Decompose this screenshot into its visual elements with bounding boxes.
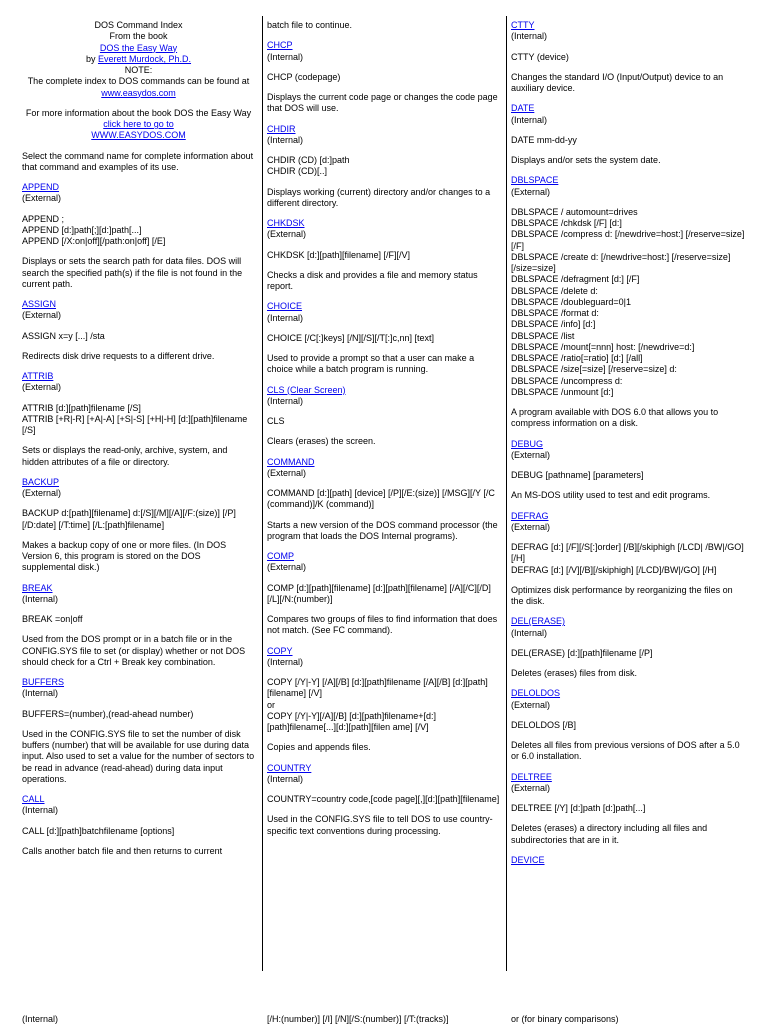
command-entry bbox=[511, 103, 747, 126]
syntax-line: DBLSPACE /info] [d:] bbox=[511, 319, 596, 330]
command-type: (External) bbox=[267, 467, 307, 478]
command-syntax bbox=[267, 250, 501, 261]
footer-text-2: [/H:(number)] [/I] [/N][/S:(number)] [/T:(tracks)] bbox=[267, 1014, 449, 1024]
syntax-line: DBLSPACE /compress d: [/newdrive=host:] [/reserve=size] [/F] bbox=[511, 229, 745, 251]
command-type: (Internal) bbox=[511, 31, 548, 42]
command-type: (External) bbox=[267, 562, 307, 573]
command-type: (Internal) bbox=[267, 51, 304, 62]
command-type: (Internal) bbox=[511, 114, 548, 125]
command-entry bbox=[22, 677, 255, 700]
command-description: Used in the CONFIG.SYS file to tell DOS to use country-specific text conventions during processing. bbox=[267, 814, 493, 836]
syntax-line: DEL(ERASE) [d:][path]filename [/P] bbox=[511, 647, 653, 658]
command-type: (External) bbox=[22, 382, 62, 393]
syntax-line: DEFRAG [d:] [/V][/B][/skiphigh] [/LCD]/BW|/GO] [/H] bbox=[511, 564, 717, 575]
syntax-line: DBLSPACE /uncompress d: bbox=[511, 375, 623, 386]
command-description: Compares two groups of files to find information that does not match. (See FC command). bbox=[267, 614, 498, 636]
command-description: Used to provide a prompt so that a user can make a choice while a batch program is running. bbox=[267, 353, 475, 375]
command-list-3 bbox=[511, 20, 747, 866]
command-description: Checks a disk and provides a file and memory status report. bbox=[267, 269, 478, 291]
footer-text-1: (Internal) bbox=[22, 1014, 59, 1024]
command-entry bbox=[267, 40, 501, 63]
command-syntax bbox=[511, 720, 747, 731]
command-type: (Internal) bbox=[22, 805, 59, 816]
syntax-line: DELTREE [/Y] [d:]path [d:]path[...] bbox=[511, 803, 646, 813]
site-link[interactable]: www.easydos.com bbox=[101, 87, 176, 98]
syntax-line: DBLSPACE /defragment [d:] [/F] bbox=[511, 274, 640, 285]
command-entry bbox=[267, 551, 501, 574]
syntax-line: DBLSPACE /create d: [/newdrive=host:] [/reserve=size] [/size=size] bbox=[511, 251, 731, 273]
command-link[interactable]: DBLSPACE bbox=[511, 175, 559, 186]
command-entry bbox=[267, 763, 501, 786]
command-syntax bbox=[267, 488, 501, 511]
command-syntax bbox=[22, 508, 255, 531]
command-description: Deletes (erases) files from disk. bbox=[511, 668, 638, 678]
command-syntax bbox=[511, 135, 747, 146]
command-link[interactable]: COMMAND bbox=[267, 456, 315, 467]
syntax-line: DELOLDOS [/B] bbox=[511, 719, 577, 730]
by-text: by bbox=[85, 53, 98, 64]
syntax-line: ATTRIB [+R|-R] [+A|-A] [+S|-S] [+H|-H] [d:][path]filename [/S] bbox=[22, 413, 248, 435]
command-entry bbox=[267, 385, 501, 408]
command-description: Displays or sets the search path for data files. DOS will search the specified path(s) if the file is not found in the current path. bbox=[22, 256, 243, 289]
syntax-line: DBLSPACE /format d: bbox=[511, 308, 599, 318]
command-link[interactable]: CALL bbox=[22, 794, 45, 804]
command-syntax bbox=[22, 826, 255, 837]
syntax-line: DATE mm-dd-yy bbox=[511, 134, 577, 145]
command-entry bbox=[267, 457, 501, 480]
syntax-line: BACKUP d:[path][filename] d:[/S][/M][/A][/F:(size)] [/P][/D:date] [/T:time] [/L:[path]filename] bbox=[22, 508, 236, 530]
footer-text-3: or (for binary comparisons) bbox=[511, 1014, 619, 1024]
command-entry bbox=[22, 583, 255, 606]
command-list-1 bbox=[22, 182, 255, 857]
syntax-line: CLS bbox=[267, 416, 285, 426]
command-description: A program available with DOS 6.0 that allows you to compress information on a disk. bbox=[511, 407, 719, 429]
syntax-line: DBLSPACE /size[=size] [/reserve=size] d: bbox=[511, 364, 677, 375]
command-syntax bbox=[267, 416, 501, 427]
syntax-line: CALL [d:][path]batchfilename [options] bbox=[22, 825, 175, 836]
command-description: Copies and appends files. bbox=[267, 742, 371, 753]
command-entry bbox=[22, 299, 255, 322]
syntax-line: CHCP (codepage) bbox=[267, 71, 341, 82]
page-title: DOS Command Index bbox=[94, 20, 183, 30]
command-link[interactable]: BACKUP bbox=[22, 476, 60, 487]
command-link[interactable]: COMP bbox=[267, 551, 294, 561]
command-entry bbox=[22, 477, 255, 500]
command-syntax bbox=[511, 648, 747, 659]
syntax-line: APPEND [d:]path[;][d:]path[...] bbox=[22, 224, 142, 235]
note-label: NOTE: bbox=[124, 65, 153, 75]
command-description: An MS-DOS utility used to test and edit programs. bbox=[511, 490, 711, 501]
command-description: Sets or displays the read-only, archive, system, and hidden attributes of a file or directory. bbox=[22, 445, 228, 467]
syntax-line: APPEND [/X:on|off][/path:on|off] [/E] bbox=[22, 236, 166, 246]
command-type: (Internal) bbox=[511, 627, 548, 638]
command-syntax bbox=[511, 52, 747, 63]
column-divider bbox=[506, 16, 507, 971]
continued-text: batch file to continue. bbox=[267, 20, 353, 30]
command-syntax bbox=[267, 583, 501, 606]
select-instructions: Select the command name for complete information about that command and examples of its use. bbox=[22, 150, 254, 172]
command-syntax bbox=[511, 207, 747, 398]
command-link[interactable]: ATTRIB bbox=[22, 371, 54, 381]
command-syntax bbox=[267, 72, 501, 83]
syntax-line: COMP [d:][path][filename] [d:][path][filename] [/A][/C][/D][/L][/N:(number)] bbox=[267, 582, 491, 604]
syntax-line: ATTRIB [d:][path]filename [/S] bbox=[22, 402, 141, 413]
command-entry bbox=[511, 688, 747, 711]
command-entry bbox=[267, 301, 501, 324]
syntax-line: DBLSPACE /list bbox=[511, 330, 575, 341]
command-type: (External) bbox=[511, 186, 551, 197]
command-link[interactable]: CHKDSK bbox=[267, 218, 305, 228]
command-type: (External) bbox=[22, 310, 62, 321]
syntax-line: or bbox=[267, 699, 276, 710]
command-description: Calls another batch file and then returns to current bbox=[22, 845, 223, 856]
syntax-line: DEFRAG [d:] [/F][/S[:]order] [/B][/skiphigh [/LCD| /BW|/GO] [/H] bbox=[511, 542, 744, 564]
syntax-line: DEBUG [pathname] [parameters] bbox=[511, 470, 644, 480]
command-entry bbox=[511, 772, 747, 795]
command-entry bbox=[22, 794, 255, 817]
command-type: (Internal) bbox=[22, 593, 59, 604]
syntax-line: DBLSPACE /delete d: bbox=[511, 285, 598, 296]
syntax-line: DBLSPACE /ratio[=ratio] [d:] [/all] bbox=[511, 353, 643, 363]
command-description: Used in the CONFIG.SYS file to set the number of disk buffers (number) that will be available for use during data input. Also used to set a value for the number of sectors to be read in advance (read-ahead) during data input operations. bbox=[22, 728, 255, 784]
command-description: Deletes all files from previous versions of DOS after a 5.0 or 6.0 installation. bbox=[511, 740, 740, 762]
command-link[interactable]: CHCP bbox=[267, 40, 293, 51]
command-syntax bbox=[22, 614, 255, 625]
syntax-line: CHKDSK [d:][path][filename] [/F][/V] bbox=[267, 249, 411, 260]
command-link[interactable]: DELOLDOS bbox=[511, 688, 561, 699]
syntax-line: ASSIGN x=y [...] /sta bbox=[22, 330, 105, 341]
command-link[interactable]: DEL(ERASE) bbox=[511, 616, 566, 627]
syntax-line: CHDIR (CD)[..] bbox=[267, 166, 327, 177]
command-description: Changes the standard I/O (Input/Output) device to an auxiliary device. bbox=[511, 71, 724, 93]
command-link[interactable]: DELTREE bbox=[511, 771, 552, 782]
command-syntax bbox=[267, 155, 501, 178]
command-type: (External) bbox=[511, 449, 551, 460]
command-type: (Internal) bbox=[22, 688, 59, 699]
command-syntax bbox=[511, 803, 747, 814]
command-syntax bbox=[267, 794, 501, 805]
command-entry bbox=[511, 511, 747, 534]
command-type: (External) bbox=[511, 521, 551, 532]
command-description: Starts a new version of the DOS command processor (the program that loads the DOS Internal programs). bbox=[267, 519, 498, 541]
command-type: (External) bbox=[22, 488, 62, 498]
complete-index-text: The complete index to DOS commands can be found at bbox=[27, 76, 250, 87]
command-type: (External) bbox=[511, 699, 551, 710]
command-description: Displays the current code page or changes the code page that DOS will use. bbox=[267, 92, 498, 114]
click-here-link[interactable]: click here to go to bbox=[103, 119, 174, 129]
from-book-text: From the book bbox=[109, 31, 168, 42]
command-type: (Internal) bbox=[267, 773, 304, 784]
book-link[interactable]: DOS the Easy Way bbox=[99, 42, 178, 53]
command-entry bbox=[511, 616, 747, 639]
command-type: (External) bbox=[22, 193, 62, 204]
command-entry bbox=[22, 371, 255, 394]
more-info-text: For more information about the book DOS the Easy Way bbox=[25, 107, 252, 118]
command-entry bbox=[511, 175, 747, 198]
column-2 bbox=[267, 20, 501, 846]
syntax-line: DBLSPACE /chkdsk [/F] [d:] bbox=[511, 218, 622, 228]
command-type: (Internal) bbox=[267, 134, 304, 145]
command-type: (Internal) bbox=[267, 312, 304, 323]
command-link[interactable]: COPY bbox=[267, 645, 293, 656]
syntax-line: COPY [/Y|-Y] [/A][/B] [d:][path]filename [/A][/B] [d:][path][filename] [/V] bbox=[267, 677, 488, 699]
syntax-line: CHOICE [/C[:]keys] [/N][/S][/T[:]c,nn] [text] bbox=[267, 332, 435, 343]
command-link[interactable]: APPEND bbox=[22, 182, 60, 192]
command-type: (Internal) bbox=[267, 395, 304, 406]
command-link[interactable]: CHOICE bbox=[267, 301, 303, 312]
command-description: Deletes (erases) a directory including all files and subdirectories that are in it. bbox=[511, 823, 708, 845]
command-link[interactable]: DEBUG bbox=[511, 438, 544, 449]
syntax-line: CHDIR (CD) [d:]path bbox=[267, 155, 350, 165]
syntax-line: APPEND ; bbox=[22, 213, 65, 224]
command-type: (External) bbox=[267, 229, 307, 240]
command-entry bbox=[267, 646, 501, 669]
column-3 bbox=[511, 20, 747, 875]
syntax-line: BUFFERS=(number),(read-ahead number) bbox=[22, 708, 194, 719]
command-link[interactable]: COUNTRY bbox=[267, 762, 312, 773]
command-entry bbox=[511, 855, 747, 866]
command-syntax bbox=[22, 214, 255, 248]
command-description: Used from the DOS prompt or in a batch file or in the CONFIG.SYS file to set (or display) whether or not DOS should check for a Ctrl + Break key combination. bbox=[22, 634, 246, 667]
command-syntax bbox=[267, 333, 501, 344]
command-link[interactable]: DEFRAG bbox=[511, 510, 549, 521]
column-1 bbox=[22, 20, 255, 866]
command-link[interactable]: CTTY bbox=[511, 20, 535, 30]
author-line bbox=[22, 54, 255, 65]
command-link[interactable]: BUFFERS bbox=[22, 677, 65, 687]
command-link[interactable]: DEVICE bbox=[511, 854, 545, 865]
syntax-line: COUNTRY=country code,[code page][,][d:][path][filename] bbox=[267, 794, 500, 804]
syntax-line: BREAK =on|off bbox=[22, 614, 83, 624]
command-entry bbox=[267, 124, 501, 147]
command-entry bbox=[22, 182, 255, 205]
command-type: (External) bbox=[511, 782, 551, 793]
syntax-line: DBLSPACE /unmount [d:] bbox=[511, 386, 614, 397]
author-link[interactable]: Everett Murdock, Ph.D. bbox=[97, 53, 192, 64]
syntax-line: DBLSPACE /doubleguard=0|1 bbox=[511, 296, 632, 307]
command-description: Displays working (current) directory and/or changes to a different directory. bbox=[267, 186, 491, 208]
command-syntax bbox=[267, 677, 501, 733]
intro bbox=[22, 20, 255, 142]
syntax-line: CTTY (device) bbox=[511, 51, 569, 62]
command-syntax bbox=[511, 470, 747, 481]
command-entry bbox=[511, 20, 747, 43]
command-type: (Internal) bbox=[267, 656, 304, 667]
command-syntax bbox=[22, 403, 255, 437]
command-description: Clears (erases) the screen. bbox=[267, 436, 376, 447]
column-divider bbox=[262, 16, 263, 971]
command-link[interactable]: ASSIGN bbox=[22, 299, 57, 309]
command-description: Displays and/or sets the system date. bbox=[511, 155, 661, 165]
command-description: Makes a backup copy of one or more files. (In DOS Version 6, this program is stored on the DOS supplemental disk.) bbox=[22, 539, 227, 573]
syntax-line: COPY [/Y|-Y][/A][/B] [d:][path]filename+[d:][path]filename[...][d:][path][filen ame] [/V] bbox=[267, 710, 437, 732]
syntax-line: COMMAND [d:][path] [device] [/P][/E:(size)] [/MSG][/Y [/C (command)]/K (command)] bbox=[267, 488, 495, 510]
command-syntax bbox=[22, 709, 255, 720]
command-list-2 bbox=[267, 40, 501, 837]
command-syntax bbox=[511, 542, 747, 576]
command-link[interactable]: CLS (Clear Screen) bbox=[267, 384, 346, 395]
command-description: Redirects disk drive requests to a different drive. bbox=[22, 350, 215, 361]
syntax-line: DBLSPACE / automount=drives bbox=[511, 206, 638, 217]
command-syntax bbox=[22, 331, 255, 342]
command-link[interactable]: CHDIR bbox=[267, 123, 296, 134]
command-description: Optimizes disk performance by reorganizing the files on the disk. bbox=[511, 584, 733, 606]
site-link-upper[interactable]: WWW.EASYDOS.COM bbox=[91, 130, 186, 141]
command-entry bbox=[267, 218, 501, 241]
command-link[interactable]: BREAK bbox=[22, 582, 53, 593]
syntax-line: DBLSPACE /mount[=nnn] host: [/newdrive=d:] bbox=[511, 341, 695, 352]
command-entry bbox=[511, 439, 747, 462]
command-link[interactable]: DATE bbox=[511, 103, 535, 114]
